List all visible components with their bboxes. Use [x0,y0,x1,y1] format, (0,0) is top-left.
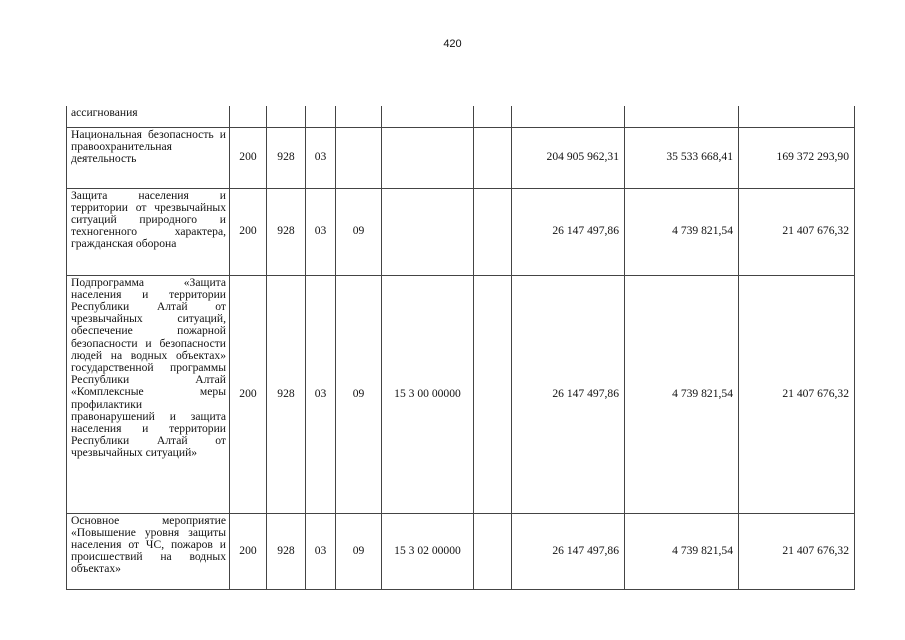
section-cell: 03 [306,275,336,513]
code-cell: 200 [230,275,267,513]
subsection-cell: 09 [336,275,382,513]
amount-cell: 21 407 676,32 [739,275,855,513]
subsection-cell: 09 [336,188,382,275]
code-cell [230,106,267,127]
amount-cell: 26 147 497,86 [512,275,625,513]
amount-cell: 169 372 293,90 [739,127,855,188]
amount-cell: 4 739 821,54 [625,188,739,275]
amount-cell: 204 905 962,31 [512,127,625,188]
subsection-cell: 09 [336,513,382,589]
amount-cell: 35 533 668,41 [625,127,739,188]
target-article-cell [382,127,474,188]
amount-cell: 26 147 497,86 [512,188,625,275]
table-row [67,275,855,513]
table-row [67,127,855,188]
amount-cell [512,106,625,127]
amount-cell: 4 739 821,54 [625,275,739,513]
section-cell: 03 [306,188,336,275]
subsection-cell [336,106,382,127]
code-cell: 928 [267,127,306,188]
section-cell [306,106,336,127]
amount-cell: 21 407 676,32 [739,188,855,275]
amount-cell: 4 739 821,54 [625,513,739,589]
table-row [67,106,855,127]
target-article-cell [382,188,474,275]
row-name-cell: Защита населения и территории от чрезвычайных ситуаций природного и техногенного характера, гражданская оборона [67,188,230,275]
expense-type-cell [474,188,512,275]
target-article-cell: 15 3 00 00000 [382,275,474,513]
section-cell: 03 [306,513,336,589]
code-cell [267,106,306,127]
expense-type-cell [474,127,512,188]
amount-cell [739,106,855,127]
row-name-cell: Основное мероприятие «Повышение уровня защиты населения от ЧС, пожаров и происшествий на водных объектах» [67,513,230,589]
code-cell: 200 [230,513,267,589]
amount-cell: 21 407 676,32 [739,513,855,589]
section-cell: 03 [306,127,336,188]
code-cell: 928 [267,513,306,589]
amount-cell [625,106,739,127]
row-name-cell: Национальная безопасность и правоохранительная деятельность [67,127,230,188]
code-cell: 928 [267,275,306,513]
code-cell: 928 [267,188,306,275]
code-cell: 200 [230,188,267,275]
expense-type-cell [474,513,512,589]
target-article-cell: 15 3 02 00000 [382,513,474,589]
table-row [67,188,855,275]
code-cell: 200 [230,127,267,188]
target-article-cell [382,106,474,127]
subsection-cell [336,127,382,188]
table-row [67,513,855,589]
budget-table [66,106,855,590]
row-name-cell: ассигнования [67,106,230,127]
row-name-cell: Подпрограмма «Защита населения и территории Республики Алтай от чрезвычайных ситуаций, обеспечение пожарной безопасности и безопасности людей на водных объектах» государственной программы Республики Алтай «Комплексные меры профилактики правонарушений и защита населения и территории Республики Алтай от чрезвычайных ситуаций» [67,275,230,513]
expense-type-cell [474,106,512,127]
page-number: 420 [443,38,462,50]
expense-type-cell [474,275,512,513]
amount-cell: 26 147 497,86 [512,513,625,589]
